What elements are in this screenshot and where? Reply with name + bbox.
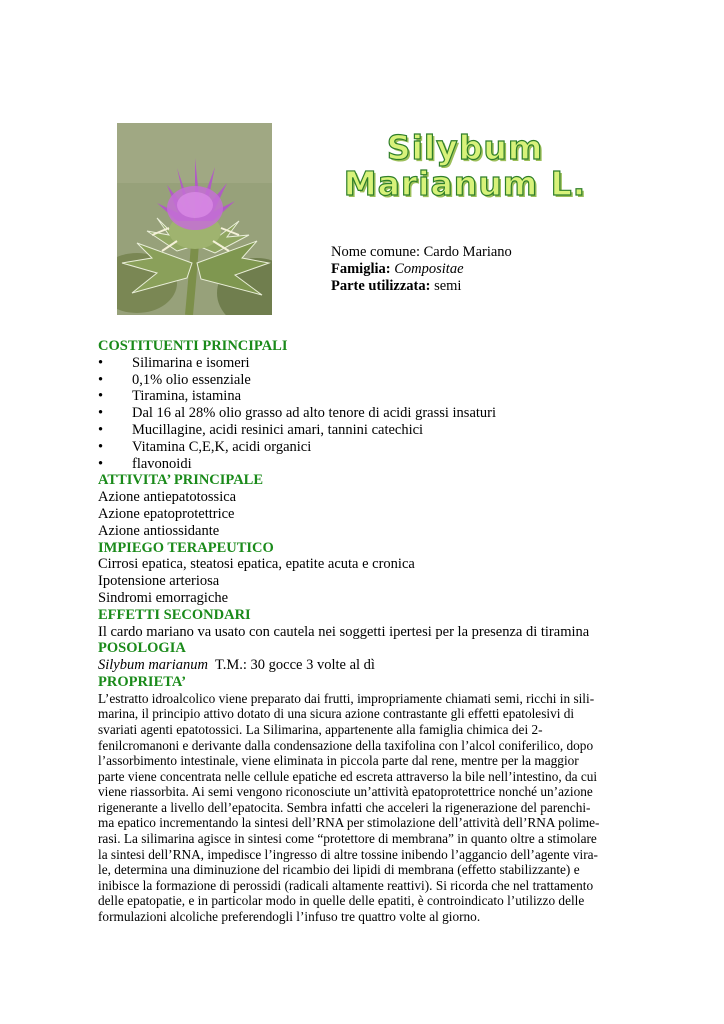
- family-label: Famiglia:: [331, 261, 391, 277]
- part-label: Parte utilizzata:: [331, 278, 431, 294]
- text-line: la sintesi dell’RNA, impedisce l’ingresso di altre tossine inibendo l’aggancio dell’agente vira-: [98, 846, 598, 862]
- common-name: Nome comune: Cardo Mariano: [331, 244, 512, 260]
- list-item: • flavonoidi: [98, 456, 608, 473]
- text-line: rigenerante a livello dell’epatocita. Sembra infatti che acceleri la rigenerazione del parenchi-: [98, 799, 591, 815]
- heading-effetti: EFFETTI SECONDARI: [98, 606, 251, 623]
- family-row: [331, 261, 512, 278]
- proprieta-paragraph: [98, 691, 608, 925]
- text-line: Azione antiossidante: [98, 522, 220, 539]
- text-line: l’assorbimento intestinale, viene eliminata in piccola parte dal rene, mentre per la maggior: [98, 753, 579, 769]
- heading-impiego: IMPIEGO TERAPEUTICO: [98, 539, 274, 556]
- text-line: Ipotensione arteriosa: [98, 573, 220, 590]
- text-line: inibisce la formazione di perossidi (radicali altamente reattivi). Si ricorda che nel trattamento: [98, 877, 594, 893]
- text-line: Cirrosi epatica, steatosi epatica, epatite acuta e cronica: [98, 556, 415, 573]
- heading-attivita: ATTIVITA’ PRINCIPALE: [98, 472, 264, 489]
- text-line: Sindromi emorragiche: [98, 589, 229, 606]
- text-line: fenilcromanoni e derivante dalla condensazione della taxifolina con l’alcol coniferilico, dopo: [98, 737, 594, 753]
- text-line: le, determina una diminuzione del ricambio dei lipidi di membrana (effetto stabilizzante) e: [98, 862, 580, 878]
- text-line: viene riassorbita. Ai semi vengono riconosciute un’attività epatoprotettrice nonché un’azione: [98, 784, 593, 800]
- list-item: • Vitamina C,E,K, acidi organici: [98, 439, 608, 456]
- text-line: Azione epatoprotettrice: [98, 505, 235, 522]
- title-line-1: Silybum: [386, 128, 544, 167]
- thistle-photo: [117, 123, 272, 315]
- list-item: • Silimarina e isomeri: [98, 355, 608, 372]
- list-item: • Tiramina, istamina: [98, 388, 608, 405]
- text-line: delle epatopatie, e in particolar modo in quelle delle epatiti, è controindicato l’utilizzo delle: [98, 893, 585, 909]
- text-line: rasi. La silimarina agisce in sintesi come “protettore di membrana” in quanto oltre a stimolare: [98, 831, 597, 847]
- heading-proprieta: PROPRIETA’: [98, 673, 187, 690]
- text-line: formulazioni alcoliche preferendogli l’infuso tre quattro volte al giorno.: [98, 909, 481, 925]
- text-line: L’estratto idroalcolico viene preparato dai frutti, impropriamente chiamati semi, ricchi in sili-: [98, 690, 595, 706]
- plant-info: [331, 244, 512, 295]
- heading-costituenti: COSTITUENTI PRINCIPALI: [98, 338, 288, 354]
- text-line: marina, il principio attivo dotato di una sicura azione contrastante gli effetti epatolesivi di: [98, 706, 575, 722]
- list-item: • Mucillagine, acidi resinici amari, tannini catechici: [98, 422, 608, 439]
- species-name: Silybum marianum: [98, 657, 208, 674]
- part-value: semi: [434, 278, 462, 294]
- family-value: Compositae: [394, 261, 464, 277]
- text-line: svariati agenti epatotossici. La Silimarina, appartenente alla famiglia chimica dei 2-: [98, 721, 543, 737]
- dose-text: T.M.: 30 gocce 3 volte al dì: [207, 657, 375, 674]
- document-body: [98, 338, 608, 925]
- text-line: ma epatico incrementando la sintesi dell’RNA per stimolazione dell’attività dell’RNA polime-: [98, 815, 600, 831]
- text-line: Il cardo mariano va usato con cautela nei soggetti ipertesi per la presenza di tiramina: [98, 623, 590, 640]
- posologia-line: [98, 657, 608, 674]
- title-line-2: Marianum L.: [343, 164, 587, 203]
- heading-posologia: POSOLOGIA: [98, 640, 186, 657]
- costituenti-list: [98, 355, 608, 473]
- text-line: parte viene concentrata nelle cellule epatiche ed escreta attraverso la bile nell’intestino, da cui: [98, 768, 598, 784]
- page-title: [300, 130, 630, 202]
- list-item: • Dal 16 al 28% olio grasso ad alto tenore di acidi grassi insaturi: [98, 405, 608, 422]
- list-item: • 0,1% olio essenziale: [98, 372, 608, 389]
- part-row: [331, 278, 512, 295]
- text-line: Azione antiepatotossica: [98, 489, 237, 506]
